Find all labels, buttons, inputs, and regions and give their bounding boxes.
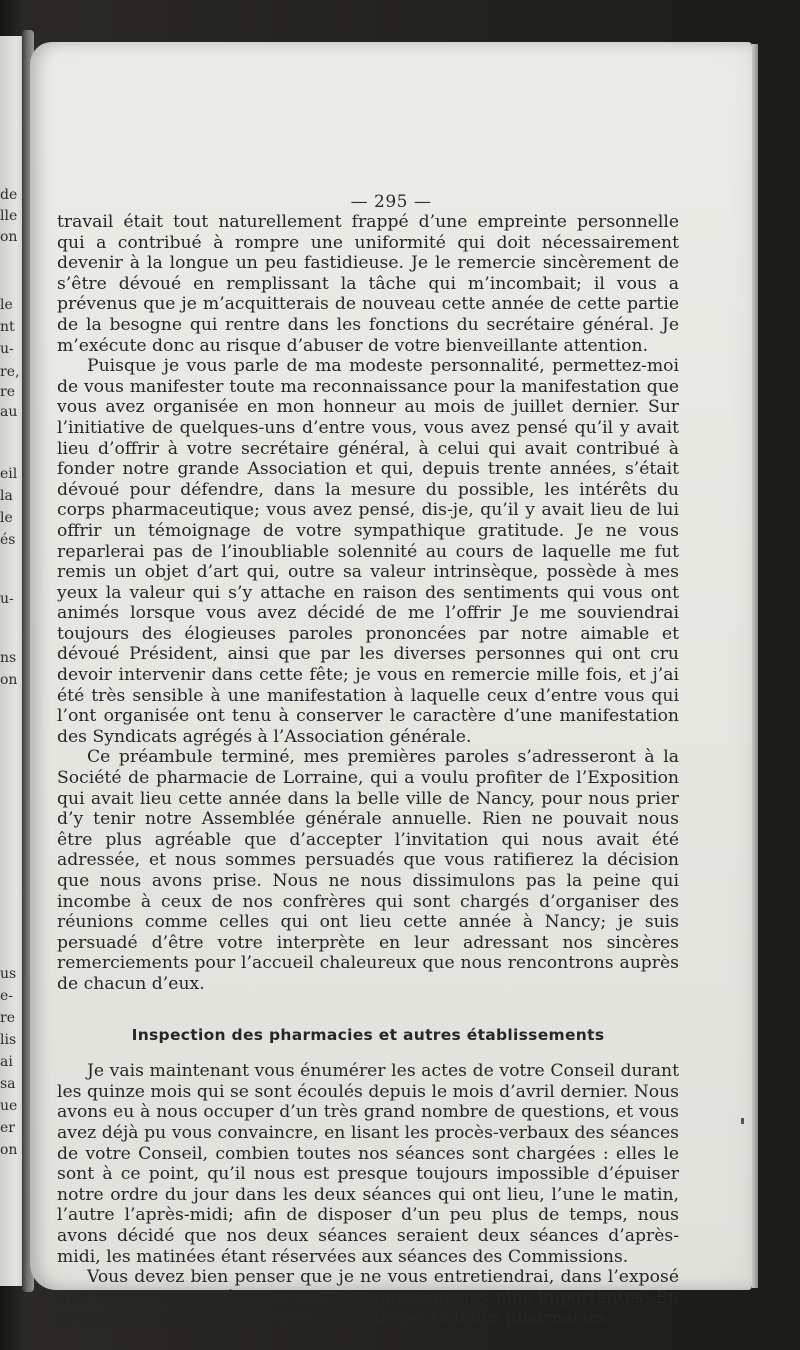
scan-speck <box>741 1118 744 1124</box>
fragment: on <box>0 229 18 245</box>
paragraph: Ce préambule terminé, mes premières paroles s’adresseront à la Société de pharmacie de Lorraine, qui a voulu profiter de l’Exposition qui avait lieu cette année dans la belle ville de Nancy, pour nous prier d’y tenir notre Assemblée générale annuelle. Rien ne pouvait nous être plus agréable que d’accepter l’invitation qui nous avait été adressée, et nous sommes persuadés que vous ratifierez la décision que nous avons prise. Nous ne nous dissimulons pas la peine qui incombe à ceux de nos confrères qui sont chargés d’organiser des réunions comme celles qui ont lieu cette année à Nancy; je suis persuadé d’être votre interprète en leur adressant nos sincères remerciements pour l’accueil chaleureux que nous rencontrons auprès de chacun d’eux. <box>57 747 679 994</box>
fragment: la <box>0 488 13 504</box>
fragment: on <box>0 672 18 688</box>
fragment: re <box>0 1010 15 1026</box>
fragment: és <box>0 532 16 548</box>
fragment: us <box>0 966 17 982</box>
fragment: au <box>0 404 18 420</box>
page-number: — 295 — <box>350 192 432 212</box>
paragraph: travail était tout naturellement frappé d’une empreinte personnelle qui a contribué à rompre une uniformité qui doit nécessairement devenir à la longue un peu fastidieuse. Je le remercie sincèrement de s’être dévoué en remplissant la tâche qui m’incombait; il vous a prévenus que je m’acquitterais de nouveau cette année de cette partie de la besogne qui rentre dans les fonctions du secrétaire général. Je m’exécute donc au risque d’abuser de votre bienveillante attention. <box>57 212 679 356</box>
page-body <box>57 212 679 1329</box>
document-page <box>30 42 752 1329</box>
fragment: sa <box>0 1076 16 1092</box>
fragment: lis <box>0 1032 17 1048</box>
fragment: u- <box>0 591 14 607</box>
paragraph: Vous devez bien penser que je ne vous entretiendrai, dans l’exposé que je vais vous présenter, que des questions les plus importantes. En première ligne, je vous parlerai de l’inspection des pharmacies. <box>57 1267 679 1329</box>
fragment: er <box>0 1120 15 1136</box>
fragment: re, <box>0 364 20 380</box>
page-edge <box>752 44 758 1288</box>
fragment: on <box>0 1142 18 1158</box>
fragment: e- <box>0 988 14 1004</box>
paragraph: Puisque je vous parle de ma modeste personnalité, permettez-moi de vous manifester toute ma reconnaissance pour la manifestation que vous avez organisée en mon honneur au mois de juillet dernier. Sur l’initiative de quelques-uns d’entre vous, vous avez pensé qu’il y avait lieu d’offrir à votre secrétaire général, à celui qui avait contribué à fonder notre grande Association et qui, depuis trente années, s’était dévoué pour défendre, dans la mesure du possible, les intérêts du corps pharmaceutique; vous avez pensé, dis-je, qu’il y avait lieu de lui offrir un témoignage de votre sympathique gratitude. Je ne vous reparlerai pas de l’inoubliable solennité au cours de laquelle me fut remis un objet d’art qui, outre sa valeur intrinsèque, possède à mes yeux la valeur qui s’y attache en raison des sentiments qui vous ont animés lorsque vous avez décidé de me l’offrir Je me souviendrai toujours des élogieuses paroles prononcées par notre aimable et dévoué Président, ainsi que par les diverses personnes qui ont cru devoir intervenir dans cette fête; je vous en remercie mille fois, et j’ai été très sensible à une manifestation à laquelle ceux d’entre vous qui l’ont organisée ont tenu à conserver le caractère d’une manifestation des Syndicats agrégés à l’Association générale. <box>57 356 679 747</box>
fragment: ns <box>0 650 17 666</box>
section-heading: Inspection des pharmacies et autres établissements <box>131 1025 605 1044</box>
fragment: lle <box>0 208 18 224</box>
fragment: u- <box>0 341 14 357</box>
fragment: ue <box>0 1098 18 1114</box>
fragment: de <box>0 187 18 203</box>
fragment: re <box>0 384 15 400</box>
fragment: eil <box>0 466 18 482</box>
fragment: le <box>0 297 13 313</box>
fragment: nt <box>0 319 15 335</box>
paragraph: Je vais maintenant vous énumérer les actes de votre Conseil durant les quinze mois qui se sont écoulés depuis le mois d’avril dernier. Nous avons eu à nous occuper d’un très grand nombre de questions, et vous avez déjà pu vous convaincre, en lisant les procès-verbaux des séances de votre Conseil, combien toutes nos séances sont chargées : elles le sont à ce point, qu’il nous est presque toujours impossible d’épuiser notre ordre du jour dans les deux séances qui ont lieu, l’une le matin, l’autre l’après-midi; afin de disposer d’un peu plus de temps, nous avons décidé que nos deux séances seraient deux séances d’après-midi, les matinées étant réservées aux séances des Commissions. <box>57 1061 679 1267</box>
fragment: le <box>0 510 13 526</box>
fragment: ai <box>0 1054 13 1070</box>
